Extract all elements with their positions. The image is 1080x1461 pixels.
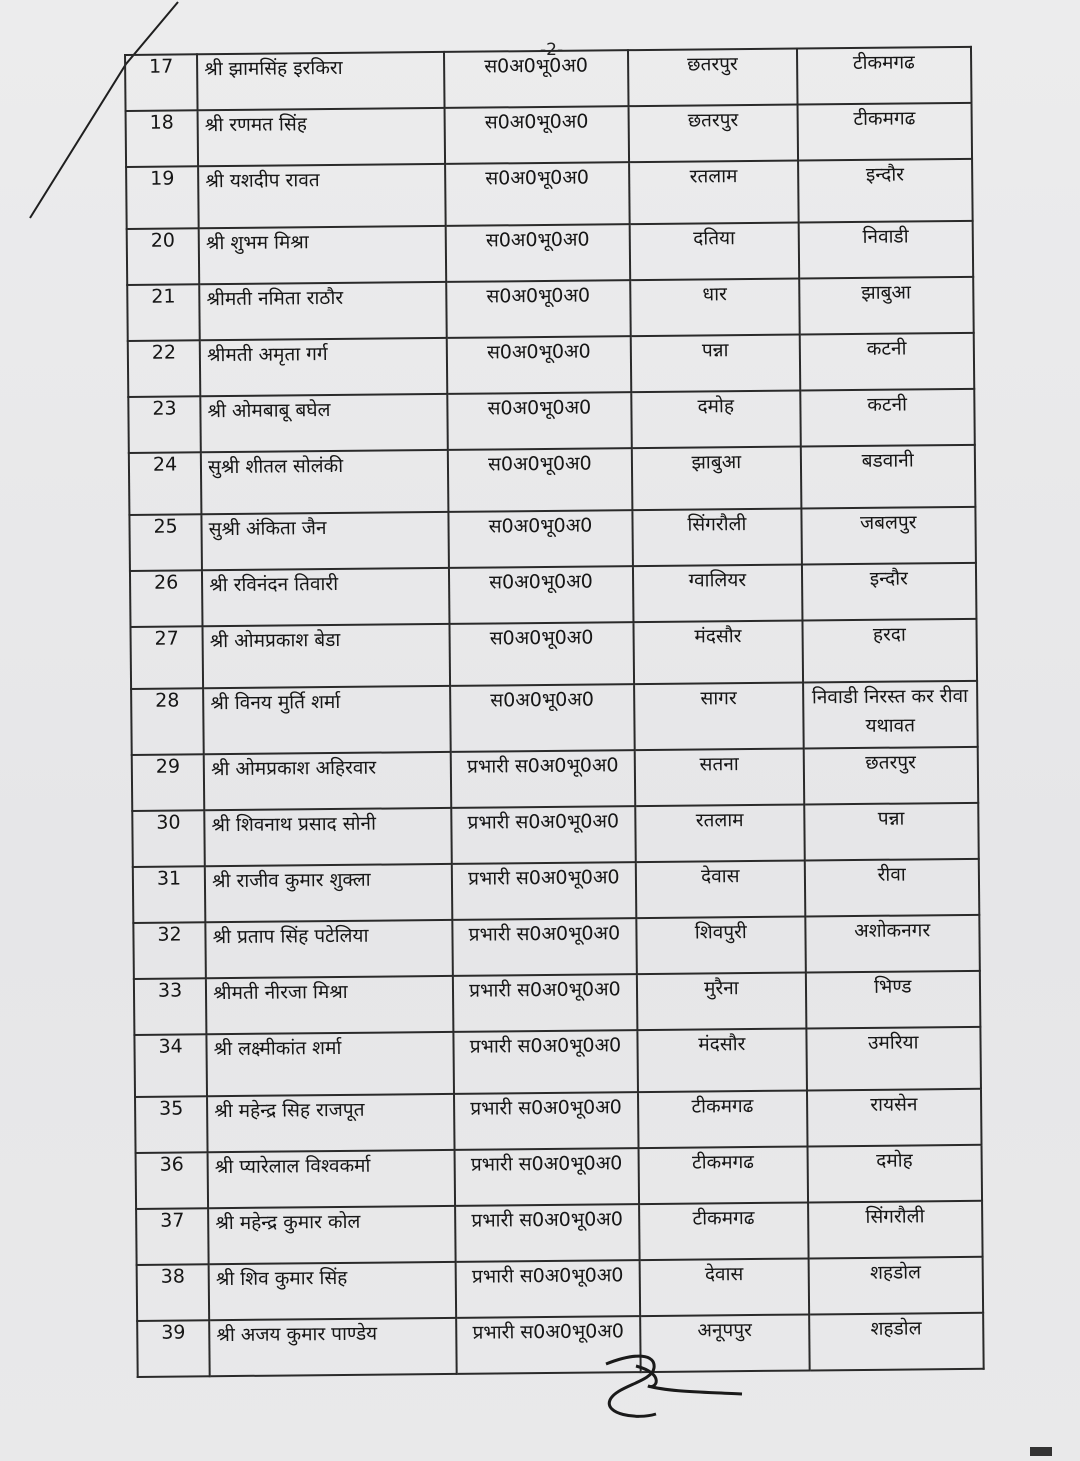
serial-number: 35 xyxy=(135,1096,208,1153)
new-posting: रीवा xyxy=(804,859,979,917)
new-posting: कटनी xyxy=(799,333,974,391)
officer-name: श्री शिवनाथ प्रसाद सोनी xyxy=(204,808,451,866)
table-row xyxy=(128,389,974,453)
officer-name: श्री ओमप्रकाश बेडा xyxy=(203,624,450,688)
officer-name: श्री प्यारेलाल विश्वकर्मा xyxy=(208,1150,455,1208)
current-posting: छतरपुर xyxy=(628,49,797,107)
current-posting: मंदसौर xyxy=(638,1028,807,1092)
table-row xyxy=(132,747,978,811)
serial-number: 19 xyxy=(126,166,199,229)
current-posting: दतिया xyxy=(630,223,799,281)
designation: स0अ0भू0अ0 xyxy=(446,336,631,394)
new-posting: शहडोल xyxy=(809,1313,984,1371)
current-posting: सागर xyxy=(634,683,803,751)
serial-number: 24 xyxy=(129,452,202,515)
table-row xyxy=(135,1089,981,1153)
designation: स0अ0भू0अ0 xyxy=(449,566,634,624)
serial-number: 38 xyxy=(137,1264,210,1321)
current-posting: रतलाम xyxy=(629,161,798,225)
designation: प्रभारी स0अ0भू0अ0 xyxy=(456,1316,641,1374)
officer-name: श्री अजय कुमार पाण्डेय xyxy=(209,1318,456,1376)
serial-number: 30 xyxy=(132,810,205,867)
new-posting: बडवानी xyxy=(800,445,975,509)
serial-number: 29 xyxy=(132,754,205,811)
officer-name: श्री शिव कुमार सिंह xyxy=(209,1262,456,1320)
new-posting: पन्ना xyxy=(804,803,979,861)
new-posting: कटनी xyxy=(800,389,975,447)
current-posting: मंदसौर xyxy=(634,621,803,685)
designation: स0अ0भू0अ0 xyxy=(445,224,630,282)
table-row xyxy=(136,1145,982,1209)
new-posting: शहडोल xyxy=(808,1257,983,1315)
designation: स0अ0भू0अ0 xyxy=(444,50,629,108)
designation: प्रभारी स0अ0भू0अ0 xyxy=(450,750,635,808)
officer-name: श्री विनय मुर्ति शर्मा xyxy=(203,686,450,754)
serial-number: 31 xyxy=(133,866,206,923)
table-row xyxy=(125,47,971,111)
table-row xyxy=(132,803,978,867)
table-row xyxy=(131,681,978,755)
designation: प्रभारी स0अ0भू0अ0 xyxy=(453,1030,638,1094)
serial-number: 37 xyxy=(136,1208,209,1265)
new-posting: रायसेन xyxy=(807,1089,982,1147)
current-posting: दमोह xyxy=(631,391,800,449)
officer-name: सुश्री अंकिता जैन xyxy=(202,512,449,570)
current-posting: रतलाम xyxy=(635,805,804,863)
designation: स0अ0भू0अ0 xyxy=(445,162,630,226)
officer-name: श्रीमती नीरजा मिश्रा xyxy=(206,976,453,1034)
serial-number: 22 xyxy=(128,340,201,397)
officer-name: श्री ओमबाबू बघेल xyxy=(200,394,447,452)
new-posting: निवाडी xyxy=(798,221,973,279)
designation: स0अ0भू0अ0 xyxy=(448,510,633,568)
table-row xyxy=(130,563,976,627)
officer-name: श्री राजीव कुमार शुक्ला xyxy=(205,864,452,922)
officer-name: श्री शुभम मिश्रा xyxy=(199,226,446,284)
current-posting: सतना xyxy=(635,749,804,807)
current-posting: ग्वालियर xyxy=(633,565,802,623)
new-posting: भिण्ड xyxy=(805,971,980,1029)
designation: स0अ0भू0अ0 xyxy=(444,106,629,164)
table-row xyxy=(137,1313,983,1377)
designation: प्रभारी स0अ0भू0अ0 xyxy=(451,806,636,864)
table-row xyxy=(134,1027,981,1097)
transfer-table-body xyxy=(125,47,984,1377)
designation: प्रभारी स0अ0भू0अ0 xyxy=(454,1148,639,1206)
designation: प्रभारी स0अ0भू0अ0 xyxy=(452,862,637,920)
table-row xyxy=(129,445,976,515)
new-posting: सिंगरौली xyxy=(808,1201,983,1259)
new-posting: उमरिया xyxy=(806,1027,981,1091)
officer-name: श्री प्रताप सिंह पटेलिया xyxy=(205,920,452,978)
transfer-table xyxy=(124,46,985,1378)
current-posting: सिंगरौली xyxy=(633,509,802,567)
table-row xyxy=(133,859,979,923)
designation: प्रभारी स0अ0भू0अ0 xyxy=(455,1260,640,1318)
signature xyxy=(596,1346,756,1426)
officer-name: श्री लक्ष्मीकांत शर्मा xyxy=(207,1032,454,1096)
designation: प्रभारी स0अ0भू0अ0 xyxy=(453,974,638,1032)
current-posting: देवास xyxy=(640,1258,809,1316)
new-posting: झाबुआ xyxy=(799,277,974,335)
current-posting: मुरैना xyxy=(637,973,806,1031)
current-posting: टीकमगढ xyxy=(639,1146,808,1204)
table-row xyxy=(131,619,978,689)
serial-number: 20 xyxy=(127,228,200,285)
serial-number: 34 xyxy=(134,1034,207,1097)
serial-number: 25 xyxy=(129,514,202,571)
table-row xyxy=(136,1201,982,1265)
officer-name: श्री झामसिंह इरकिरा xyxy=(197,52,444,110)
officer-name: श्री रविनंदन तिवारी xyxy=(202,568,449,626)
new-posting: जबलपुर xyxy=(801,507,976,565)
designation: प्रभारी स0अ0भू0अ0 xyxy=(455,1204,640,1262)
serial-number: 39 xyxy=(137,1320,210,1377)
table-row xyxy=(126,159,973,229)
designation: प्रभारी स0अ0भू0अ0 xyxy=(452,918,637,976)
current-posting: छतरपुर xyxy=(629,105,798,163)
current-posting: टीकमगढ xyxy=(639,1202,808,1260)
serial-number: 26 xyxy=(130,570,203,627)
serial-number: 28 xyxy=(131,688,204,755)
table-row xyxy=(133,915,979,979)
serial-number: 33 xyxy=(134,978,207,1035)
officer-name: श्रीमती अमृता गर्ग xyxy=(200,338,447,396)
table-row xyxy=(134,971,980,1035)
new-posting: निवाडी निरस्त कर रीवा यथावत xyxy=(803,681,978,749)
officer-name: श्री यशदीप रावत xyxy=(198,164,445,228)
serial-number: 27 xyxy=(131,626,204,689)
new-posting: टीकमगढ xyxy=(797,47,972,105)
current-posting: अनूपपुर xyxy=(640,1314,809,1372)
new-posting: हरदा xyxy=(802,619,977,683)
designation: स0अ0भू0अ0 xyxy=(447,392,632,450)
designation: प्रभारी स0अ0भू0अ0 xyxy=(454,1092,639,1150)
new-posting: अशोकनगर xyxy=(805,915,980,973)
officer-name: श्री ओमप्रकाश अहिरवार xyxy=(204,752,451,810)
corner-mark xyxy=(1030,1447,1052,1456)
designation: स0अ0भू0अ0 xyxy=(448,448,633,512)
new-posting: छतरपुर xyxy=(803,747,978,805)
designation: स0अ0भू0अ0 xyxy=(450,684,635,752)
table-row xyxy=(127,277,973,341)
table-row xyxy=(127,221,973,285)
table-row xyxy=(126,103,972,167)
new-posting: दमोह xyxy=(807,1145,982,1203)
officer-name: श्री महेन्द्र कुमार कोल xyxy=(208,1206,455,1264)
table-row xyxy=(129,507,975,571)
current-posting: झाबुआ xyxy=(632,447,801,511)
current-posting: धार xyxy=(630,279,799,337)
serial-number: 17 xyxy=(125,54,198,111)
serial-number: 23 xyxy=(128,396,201,453)
page-number: -2- xyxy=(540,40,564,60)
current-posting: टीकमगढ xyxy=(638,1090,807,1148)
table-row xyxy=(137,1257,983,1321)
new-posting: इन्दौर xyxy=(801,563,976,621)
officer-name: सुश्री शीतल सोलंकी xyxy=(201,450,448,514)
current-posting: देवास xyxy=(636,861,805,919)
designation: स0अ0भू0अ0 xyxy=(446,280,631,338)
serial-number: 32 xyxy=(133,922,206,979)
current-posting: पन्ना xyxy=(631,335,800,393)
new-posting: टीकमगढ xyxy=(797,103,972,161)
table-row xyxy=(128,333,974,397)
officer-name: श्री रणमत सिंह xyxy=(198,108,445,166)
current-posting: शिवपुरी xyxy=(636,917,805,975)
new-posting: इन्दौर xyxy=(798,159,973,223)
designation: स0अ0भू0अ0 xyxy=(449,622,634,686)
serial-number: 18 xyxy=(126,110,199,167)
serial-number: 21 xyxy=(127,284,200,341)
officer-name: श्रीमती नमिता राठौर xyxy=(199,282,446,340)
serial-number: 36 xyxy=(136,1152,209,1209)
officer-name: श्री महेन्द्र सिह राजपूत xyxy=(207,1094,454,1152)
